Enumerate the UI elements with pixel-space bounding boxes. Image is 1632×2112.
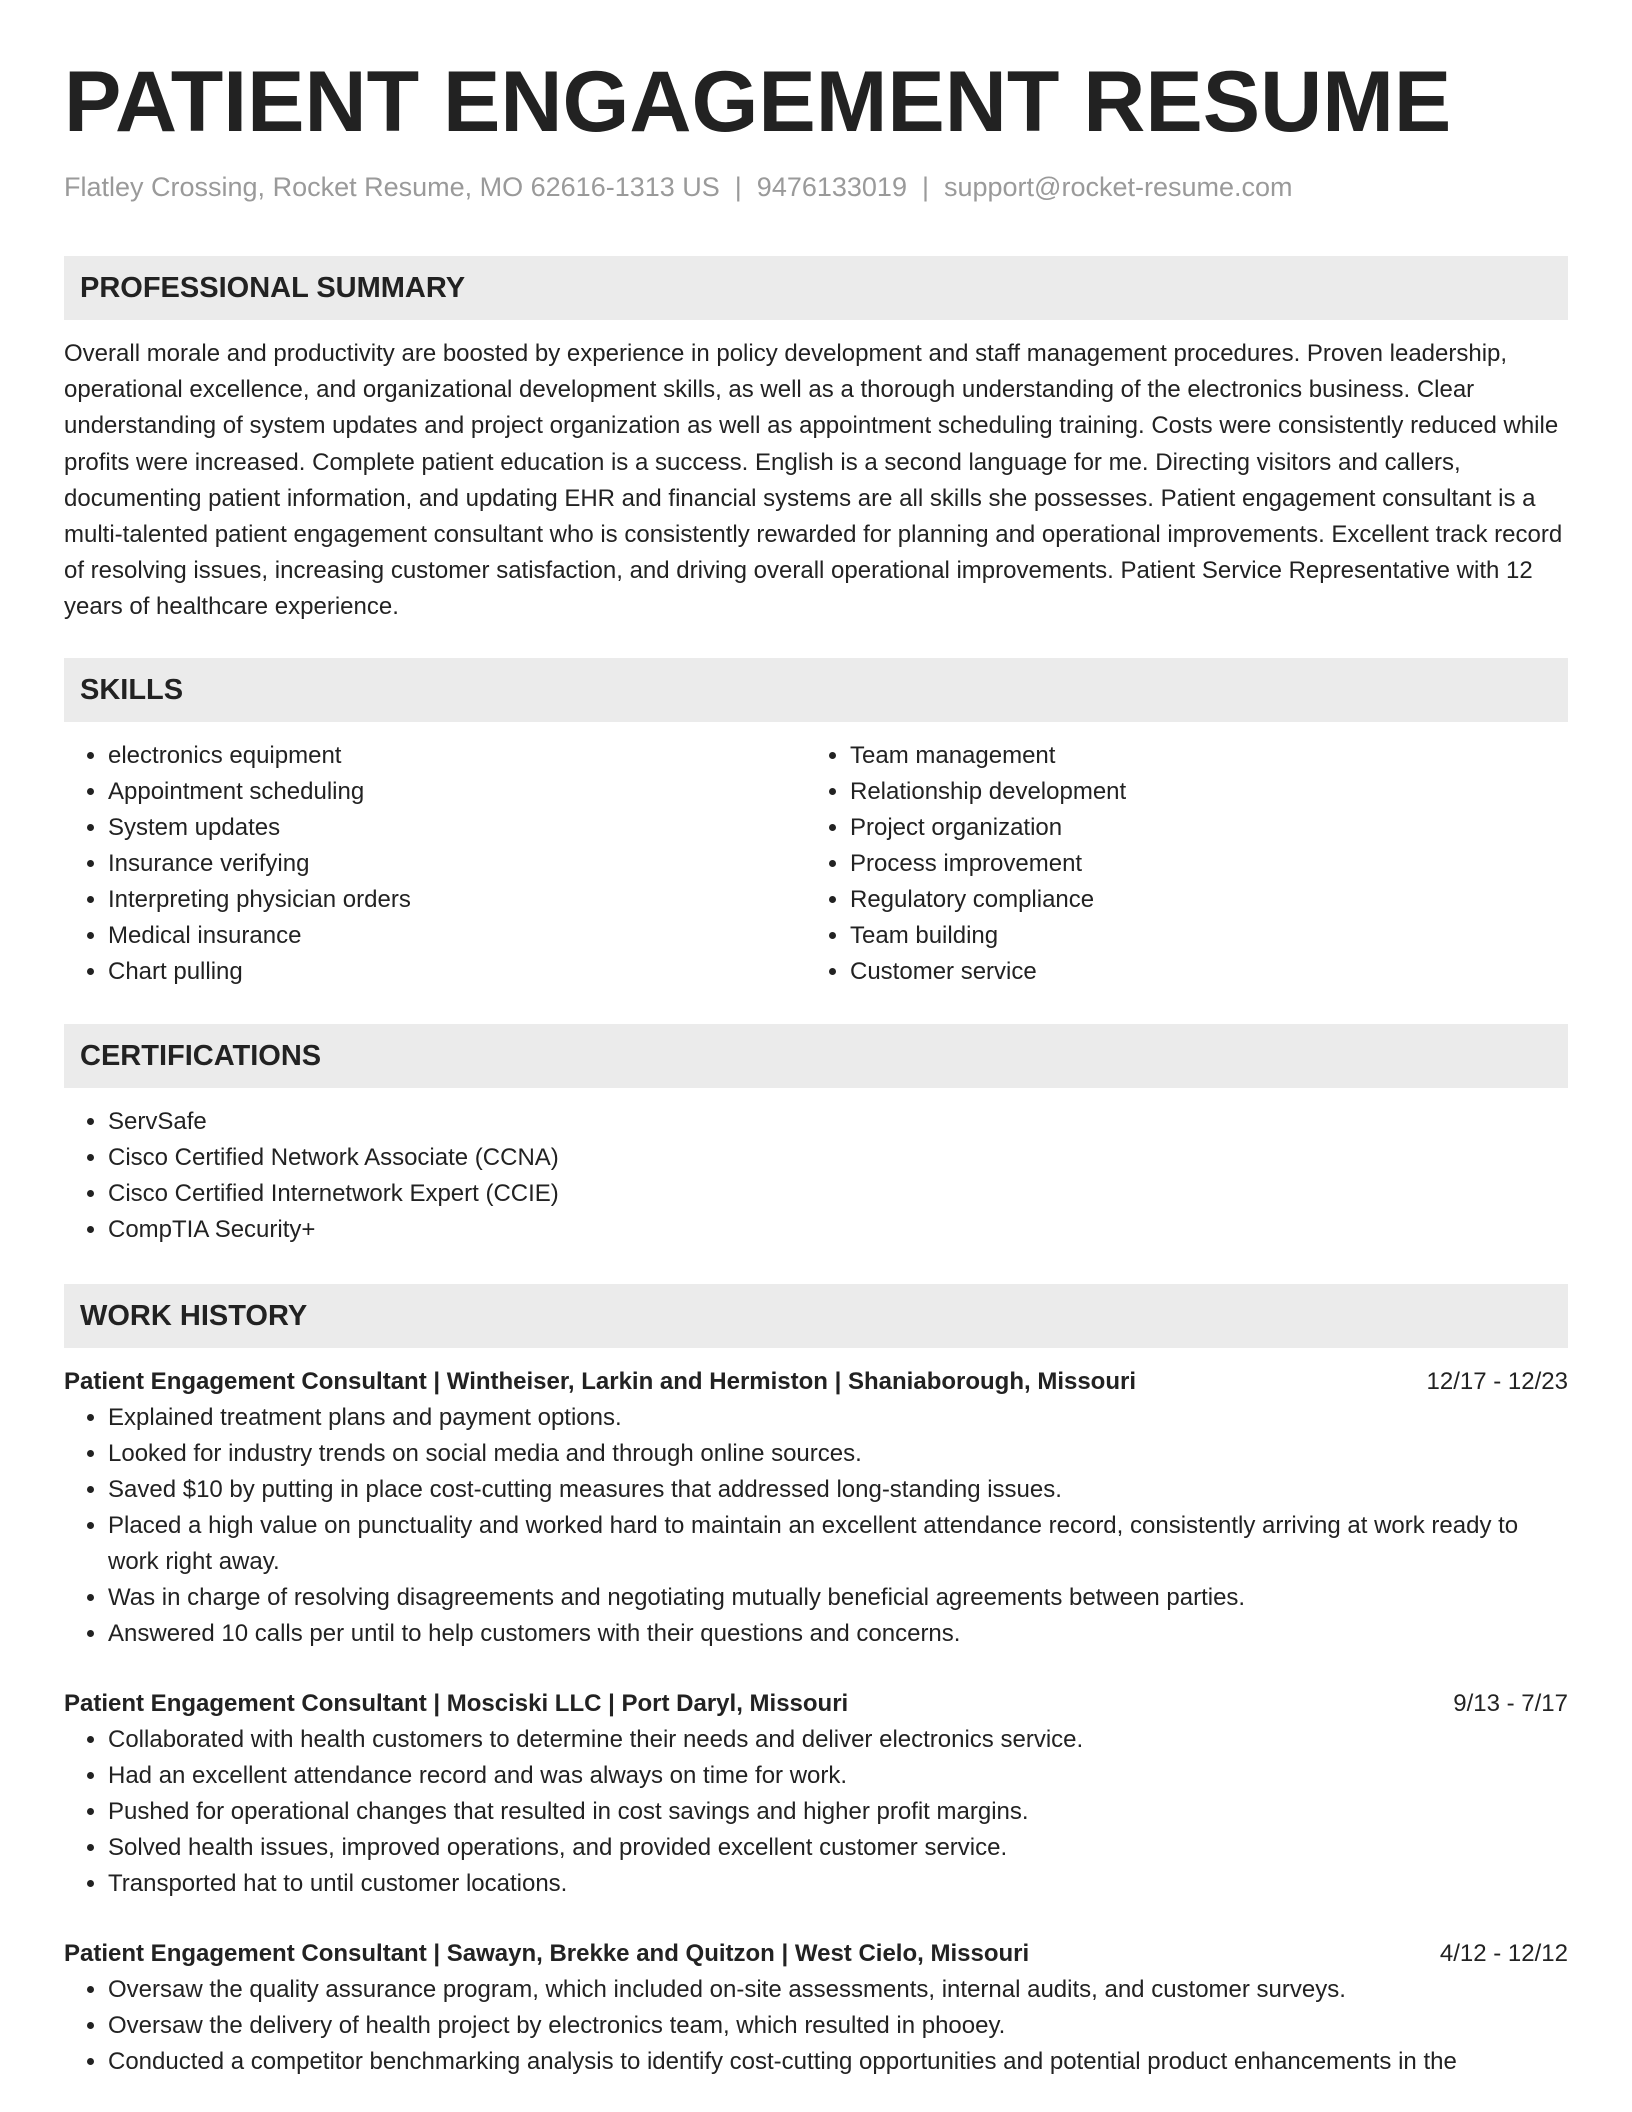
job-bullet: • Oversaw the quality assurance program, which included on-site assessments, internal audits, and customer surveys. [108, 1972, 1568, 2008]
contact-separator: | [921, 172, 929, 202]
job-bullet: • Had an excellent attendance record and was always on time for work. [108, 1758, 1568, 1794]
skill-item: • Process improvement [850, 846, 1548, 882]
phone-text: 9476133019 [756, 172, 907, 202]
certification-item: • CompTIA Security+ [108, 1212, 1568, 1248]
certification-item: • Cisco Certified Network Associate (CCNA) [108, 1140, 1568, 1176]
job-header [64, 1364, 1568, 1400]
skill-item: • Project organization [850, 810, 1548, 846]
job-bullet: • Pushed for operational changes that resulted in cost savings and higher profit margins. [108, 1794, 1568, 1830]
job-title: Patient Engagement Consultant | Sawayn, Brekke and Quitzon | West Cielo, Missouri [64, 1939, 1030, 1967]
skill-item: • Chart pulling [108, 954, 806, 990]
job-bullet: • Placed a high value on punctuality and worked hard to maintain an excellent attendance record, consistently arriving at work ready to work right away. [108, 1508, 1568, 1580]
work-history-heading: WORK HISTORY [64, 1284, 1568, 1348]
job-bullet: • Saved $10 by putting in place cost-cutting measures that addressed long-standing issues. [108, 1472, 1568, 1508]
skills-heading: SKILLS [64, 658, 1568, 722]
certifications-heading: CERTIFICATIONS [64, 1024, 1568, 1088]
skill-item: • electronics equipment [108, 738, 806, 774]
job-bullet: • Transported hat to until customer locations. [108, 1866, 1568, 1902]
skill-item: • Medical insurance [108, 918, 806, 954]
certification-item: • Cisco Certified Internetwork Expert (CCIE) [108, 1176, 1568, 1212]
job-entry [64, 1364, 1568, 1652]
job-title: Patient Engagement Consultant | Mosciski LLC | Port Daryl, Missouri [64, 1689, 849, 1717]
skills-right-column [806, 738, 1548, 990]
resume-title: PATIENT ENGAGEMENT RESUME [64, 54, 1452, 150]
job-bullet: • Oversaw the delivery of health project by electronics team, which resulted in phooey. [108, 2008, 1568, 2044]
job-dates: 12/17 - 12/23 [1426, 1367, 1568, 1395]
job-title: Patient Engagement Consultant | Wintheiser, Larkin and Hermiston | Shaniaborough, Missouri [64, 1367, 1137, 1395]
skills-columns [64, 738, 1568, 990]
job-bullets [64, 1400, 1568, 1652]
job-entry [64, 1686, 1568, 1902]
job-bullets [64, 1722, 1568, 1902]
contact-line [64, 170, 1568, 204]
certification-item: • ServSafe [108, 1104, 1568, 1140]
skill-item: • Relationship development [850, 774, 1548, 810]
job-bullet: • Solved health issues, improved operations, and provided excellent customer service. [108, 1830, 1568, 1866]
email-text: support@rocket-resume.com [943, 172, 1293, 202]
skill-item: • Insurance verifying [108, 846, 806, 882]
skill-item: • Team management [850, 738, 1548, 774]
skills-left-list [64, 738, 806, 990]
summary-text: Overall morale and productivity are boosted by experience in policy development and staff management procedures. Proven leadership, operational excellence, and organizational development skills, as well as a thorough understanding of the electronics business. Clear understanding of system updates and project organization as well as appointment scheduling training. Costs were consistently reduced while profits were increased. Complete patient education is a success. English is a second language for me. Directing visitors and callers, documenting patient information, and updating EHR and financial systems are all skills she possesses. Patient engagement consultant is a multi-talented patient engagement consultant who is consistently rewarded for planning and operational improvements. Excellent track record of resolving issues, increasing customer satisfaction, and driving overall operational improvements. Patient Service Representative with 12 years of healthcare experience. [64, 340, 1563, 621]
address-text: Flatley Crossing, Rocket Resume, MO 62616-1313 US [64, 172, 720, 202]
skill-item: • System updates [108, 810, 806, 846]
skill-item: • Interpreting physician orders [108, 882, 806, 918]
job-bullet: • Answered 10 calls per until to help customers with their questions and concerns. [108, 1616, 1568, 1652]
job-bullets [64, 1972, 1568, 2080]
skill-item: • Customer service [850, 954, 1548, 990]
job-header [64, 1936, 1568, 1972]
job-bullet: • Explained treatment plans and payment options. [108, 1400, 1568, 1436]
job-bullet: • Collaborated with health customers to determine their needs and deliver electronics service. [108, 1722, 1568, 1758]
job-bullet: • Was in charge of resolving disagreements and negotiating mutually beneficial agreements between parties. [108, 1580, 1568, 1616]
skills-left-column [64, 738, 806, 990]
skill-item: • Team building [850, 918, 1548, 954]
job-dates: 9/13 - 7/17 [1453, 1689, 1568, 1717]
contact-separator: | [734, 172, 742, 202]
skills-right-list [806, 738, 1548, 990]
skill-item: • Appointment scheduling [108, 774, 806, 810]
job-dates: 4/12 - 12/12 [1439, 1939, 1568, 1967]
job-bullet: • Conducted a competitor benchmarking analysis to identify cost-cutting opportunities and potential product enhancements in the [108, 2044, 1568, 2080]
certifications-list [64, 1104, 1568, 1248]
summary-heading: PROFESSIONAL SUMMARY [64, 256, 1568, 320]
skill-item: • Regulatory compliance [850, 882, 1548, 918]
job-bullet: • Looked for industry trends on social media and through online sources. [108, 1436, 1568, 1472]
job-entry [64, 1936, 1568, 2080]
job-header [64, 1686, 1568, 1722]
